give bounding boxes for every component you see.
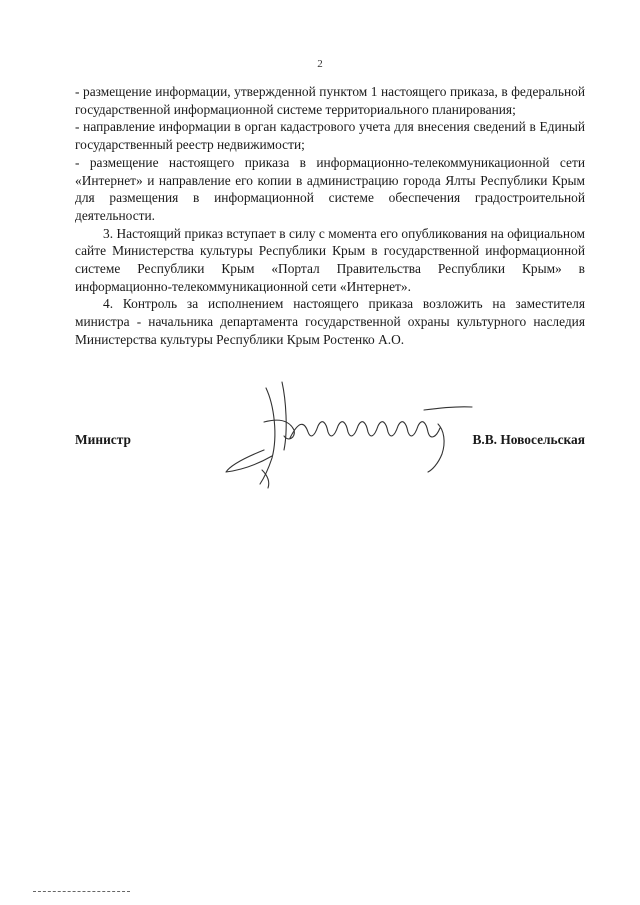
footer-divider — [33, 891, 130, 892]
handwritten-signature — [224, 380, 474, 490]
list-item-fgis: - размещение информации, утвержденной пунктом 1 настоящего приказа, в федеральной государственной информационной системе территориального планирования; — [75, 84, 585, 117]
list-item-cadastre: - направление информации в орган кадастрового учета для внесения сведений в Единый государственный реестр недвижимости; — [75, 119, 585, 153]
document-body — [75, 83, 585, 349]
clause-3: 3. Настоящий приказ вступает в силу с момента его опубликования на официальном сайте Министерства культуры Республики Крым в государственной информационной системе Республики Крым «Портал Правительства Республики Крым» в информационно-телекоммуникационной сети «Интернет». — [75, 225, 585, 294]
signatory-title: Министр — [75, 432, 131, 447]
clause-4: 4. Контроль за исполнением настоящего приказа возложить на заместителя министра - начальника департамента государственной охраны культурного наследия Министерства культуры Республики Крым Ростенко А.О. — [75, 296, 585, 347]
list-item-internet: - размещение настоящего приказа в информационно-телекоммуникационной сети «Интернет» и направление его копии в администрацию города Ялты Республики Крым для размещения в информационной системе обеспечения градостроительной деятельности. — [75, 154, 585, 223]
page-number: 2 — [317, 58, 323, 70]
signatory-name: В.В. Новосельская — [472, 432, 585, 447]
